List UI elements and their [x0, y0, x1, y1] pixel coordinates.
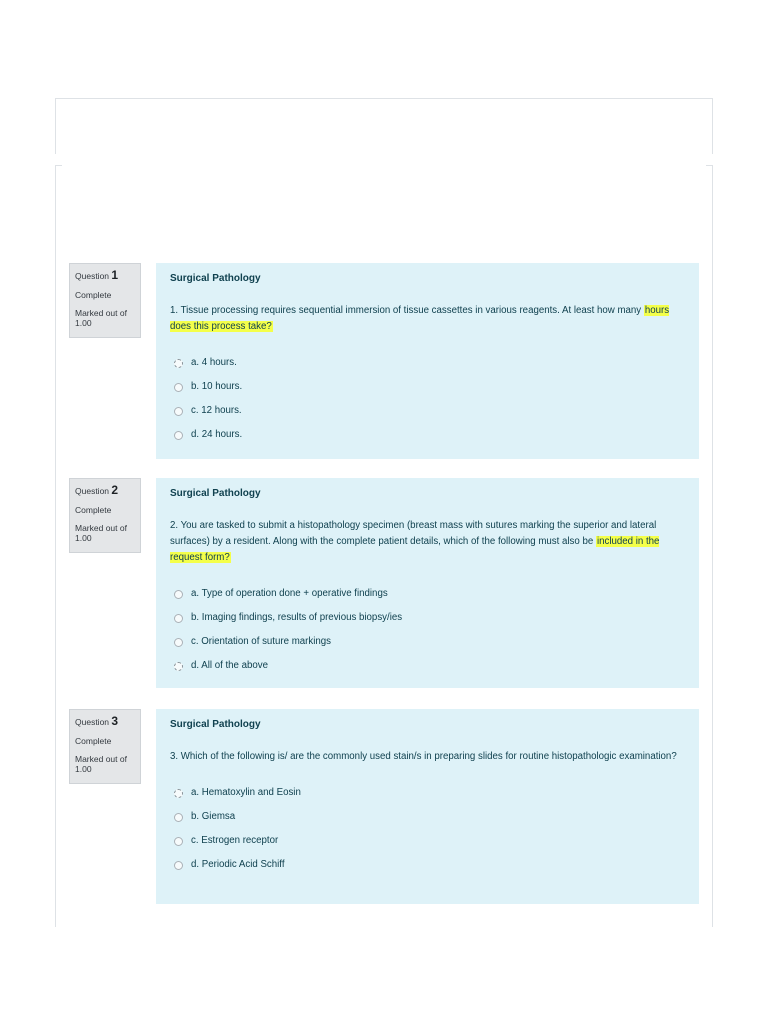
- question-info: [69, 709, 141, 784]
- question-number: Question 2: [75, 483, 119, 497]
- question-number: Question 1: [75, 268, 119, 282]
- answer-option-b[interactable]: b. Imaging findings, results of previous biopsy/ies: [174, 605, 685, 629]
- question-info: [69, 478, 141, 553]
- answer-option-b[interactable]: b. 10 hours.: [174, 374, 685, 398]
- question-text: 3. Which of the following is/ are the commonly used stain/s in preparing slides for routine histopathologic examination?: [170, 751, 677, 762]
- question-title: Surgical Pathology: [170, 273, 261, 284]
- answer-option-c[interactable]: c. Orientation of suture markings: [174, 629, 685, 653]
- radio-button[interactable]: [174, 359, 183, 368]
- question-state: Complete: [75, 290, 112, 300]
- question-text: 2. You are tasked to submit a histopathology specimen (breast mass with sutures marking the superior and lateral surfaces) by a resident. Along with the complete patient details, which of the following must also be included in the request form?: [170, 520, 660, 563]
- question-info: [69, 263, 141, 338]
- answer-option-d[interactable]: d. 24 hours.: [174, 422, 685, 446]
- question-title: Surgical Pathology: [170, 719, 261, 730]
- answer-option-b[interactable]: b. Giemsa: [174, 804, 685, 828]
- question-grade: Marked out of 1.00: [75, 522, 127, 544]
- answer-option-a[interactable]: a. Hematoxylin and Eosin: [174, 780, 685, 804]
- question-text: 1. Tissue processing requires sequential immersion of tissue cassettes in various reagents. At least how many hours does this process take?: [170, 305, 670, 332]
- question-content: [156, 709, 699, 904]
- header-panel: [55, 98, 713, 154]
- highlighted-text: included in the request form?: [170, 536, 660, 563]
- answer-list: [174, 581, 685, 677]
- question-content: [156, 478, 699, 688]
- radio-button[interactable]: [174, 789, 183, 798]
- answer-option-d[interactable]: d. Periodic Acid Schiff: [174, 852, 685, 876]
- radio-button[interactable]: [174, 590, 183, 599]
- radio-button[interactable]: [174, 407, 183, 416]
- highlighted-text: hours does this process take?: [170, 305, 670, 332]
- question-grade: Marked out of 1.00: [75, 307, 127, 329]
- radio-button[interactable]: [174, 861, 183, 870]
- answer-list: [174, 780, 685, 876]
- question-state: Complete: [75, 505, 112, 515]
- radio-button[interactable]: [174, 614, 183, 623]
- answer-option-c[interactable]: c. 12 hours.: [174, 398, 685, 422]
- question-state: Complete: [75, 736, 112, 746]
- answer-option-a[interactable]: a. Type of operation done + operative findings: [174, 581, 685, 605]
- radio-button[interactable]: [174, 837, 183, 846]
- question-number: Question 3: [75, 714, 119, 728]
- question-grade: Marked out of 1.00: [75, 753, 127, 775]
- answer-list: [174, 350, 685, 446]
- radio-button[interactable]: [174, 813, 183, 822]
- radio-button[interactable]: [174, 383, 183, 392]
- radio-button[interactable]: [174, 638, 183, 647]
- question-title: Surgical Pathology: [170, 488, 261, 499]
- answer-option-a[interactable]: a. 4 hours.: [174, 350, 685, 374]
- radio-button[interactable]: [174, 662, 183, 671]
- answer-option-c[interactable]: c. Estrogen receptor: [174, 828, 685, 852]
- question-content: [156, 263, 699, 459]
- answer-option-d[interactable]: d. All of the above: [174, 653, 685, 677]
- radio-button[interactable]: [174, 431, 183, 440]
